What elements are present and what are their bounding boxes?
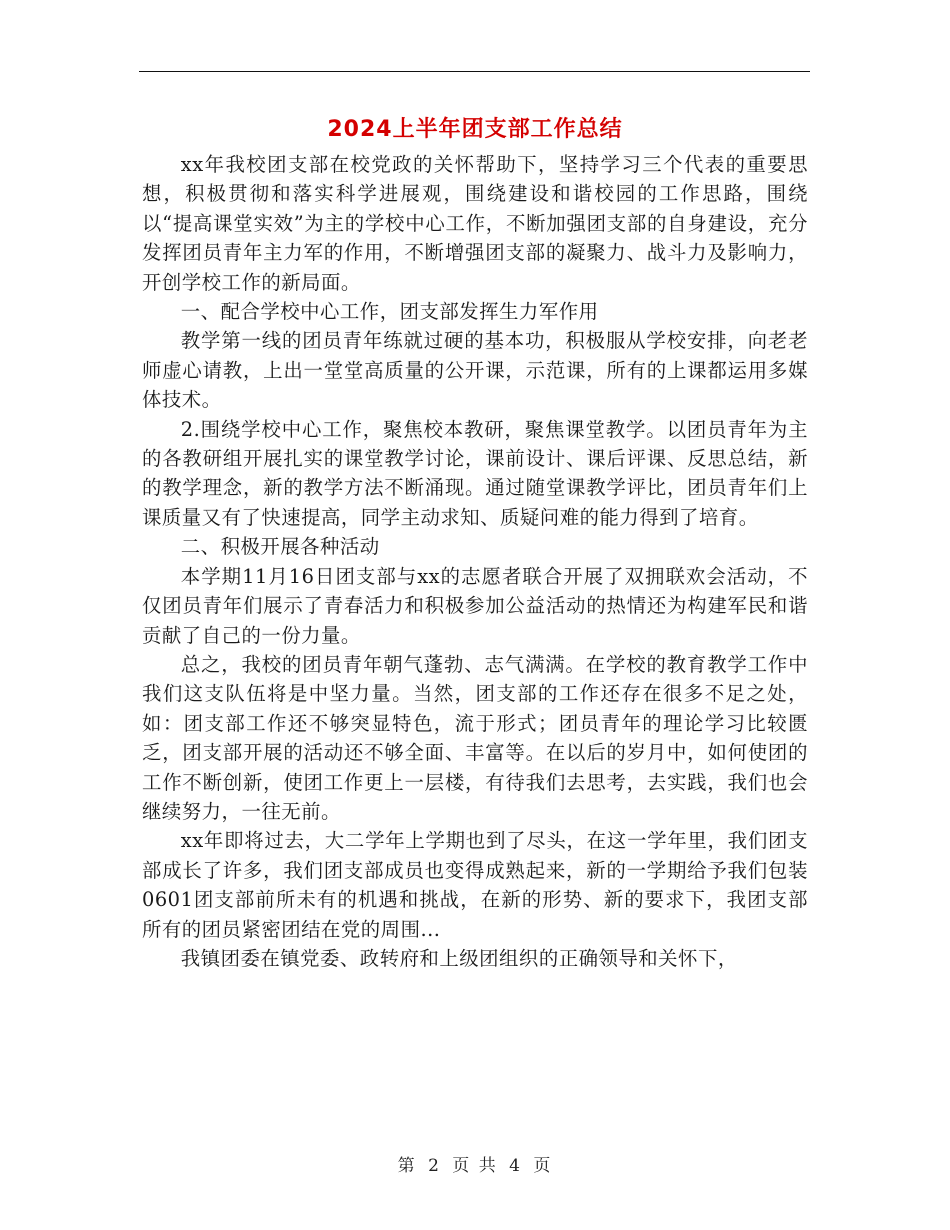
footer-middle: 页 共	[452, 1156, 498, 1176]
paragraph: 2.围绕学校中心工作，聚焦校本教研，聚焦课堂教学。以团员青年为主的各教研组开展扎实的课堂教学讨论，课前设计、课后评课、反思总结，新的教学理念，新的教学方法不断涌现。通过随堂课教学评比，团员青年们上课质量又有了快速提高，同学主动求知、质疑问难的能力得到了培育。	[142, 417, 808, 529]
footer-prefix: 第	[397, 1156, 417, 1176]
document-title: 2024上半年团支部工作总结	[327, 117, 623, 142]
section-heading: 一、配合学校中心工作，团支部发挥生力军作用	[180, 300, 599, 324]
paragraph: 本学期11月16日团支部与xx的志愿者联合开展了双拥联欢会活动，不仅团员青年们展示了青春活力和积极参加公益活动的热情还为构建军民和谐贡献了自己的一份力量。	[142, 564, 808, 647]
footer-suffix: 页	[533, 1156, 553, 1176]
paragraph: 总之，我校的团员青年朝气蓬勃、志气满满。在学校的教育教学工作中我们这支队伍将是中坚力量。当然，团支部的工作还存在很多不足之处，如：团支部工作还不够突显特色，流于形式；团员青年的理论学习比较匮乏，团支部开展的活动还不够全面、丰富等。在以后的岁月中，如何使团的工作不断创新，使团工作更上一层楼，有待我们去思考，去实践，我们也会继续努力，一往无前。	[142, 652, 808, 823]
paragraph: 我镇团委在镇党委、政转府和上级团组织的正确领导和关怀下，	[180, 946, 738, 970]
page-footer	[0, 1151, 950, 1176]
paragraph: 教学第一线的团员青年练就过硬的基本功，积极服从学校安排，向老老师虚心请教，上出一堂堂高质量的公开课，示范课，所有的上课都运用多媒体技术。	[142, 329, 808, 412]
paragraph: xx年我校团支部在校党政的关怀帮助下，坚持学习三个代表的重要思想，积极贯彻和落实科学进展观，围绕建设和谐校园的工作思路，围绕以“提高课堂实效”为主的学校中心工作，不断加强团支部的自身建设，充分发挥团员青年主力军的作用，不断增强团支部的凝聚力、战斗力及影响力，开创学校工作的新局面。	[142, 153, 808, 294]
section-heading: 二、积极开展各种活动	[180, 535, 380, 559]
paragraph: xx年即将过去，大二学年上学期也到了尽头，在这一学年里，我们团支部成长了许多，我们团支部成员也变得成熟起来，新的一学期给予我们包装0601团支部前所未有的机遇和挑战，在新的形势、新的要求下，我团支部所有的团员紧密团结在党的周围...	[142, 829, 808, 941]
document-body	[142, 150, 808, 973]
header-rule	[139, 71, 810, 72]
footer-page-number: 2	[428, 1156, 441, 1176]
footer-total-pages: 4	[509, 1156, 522, 1176]
